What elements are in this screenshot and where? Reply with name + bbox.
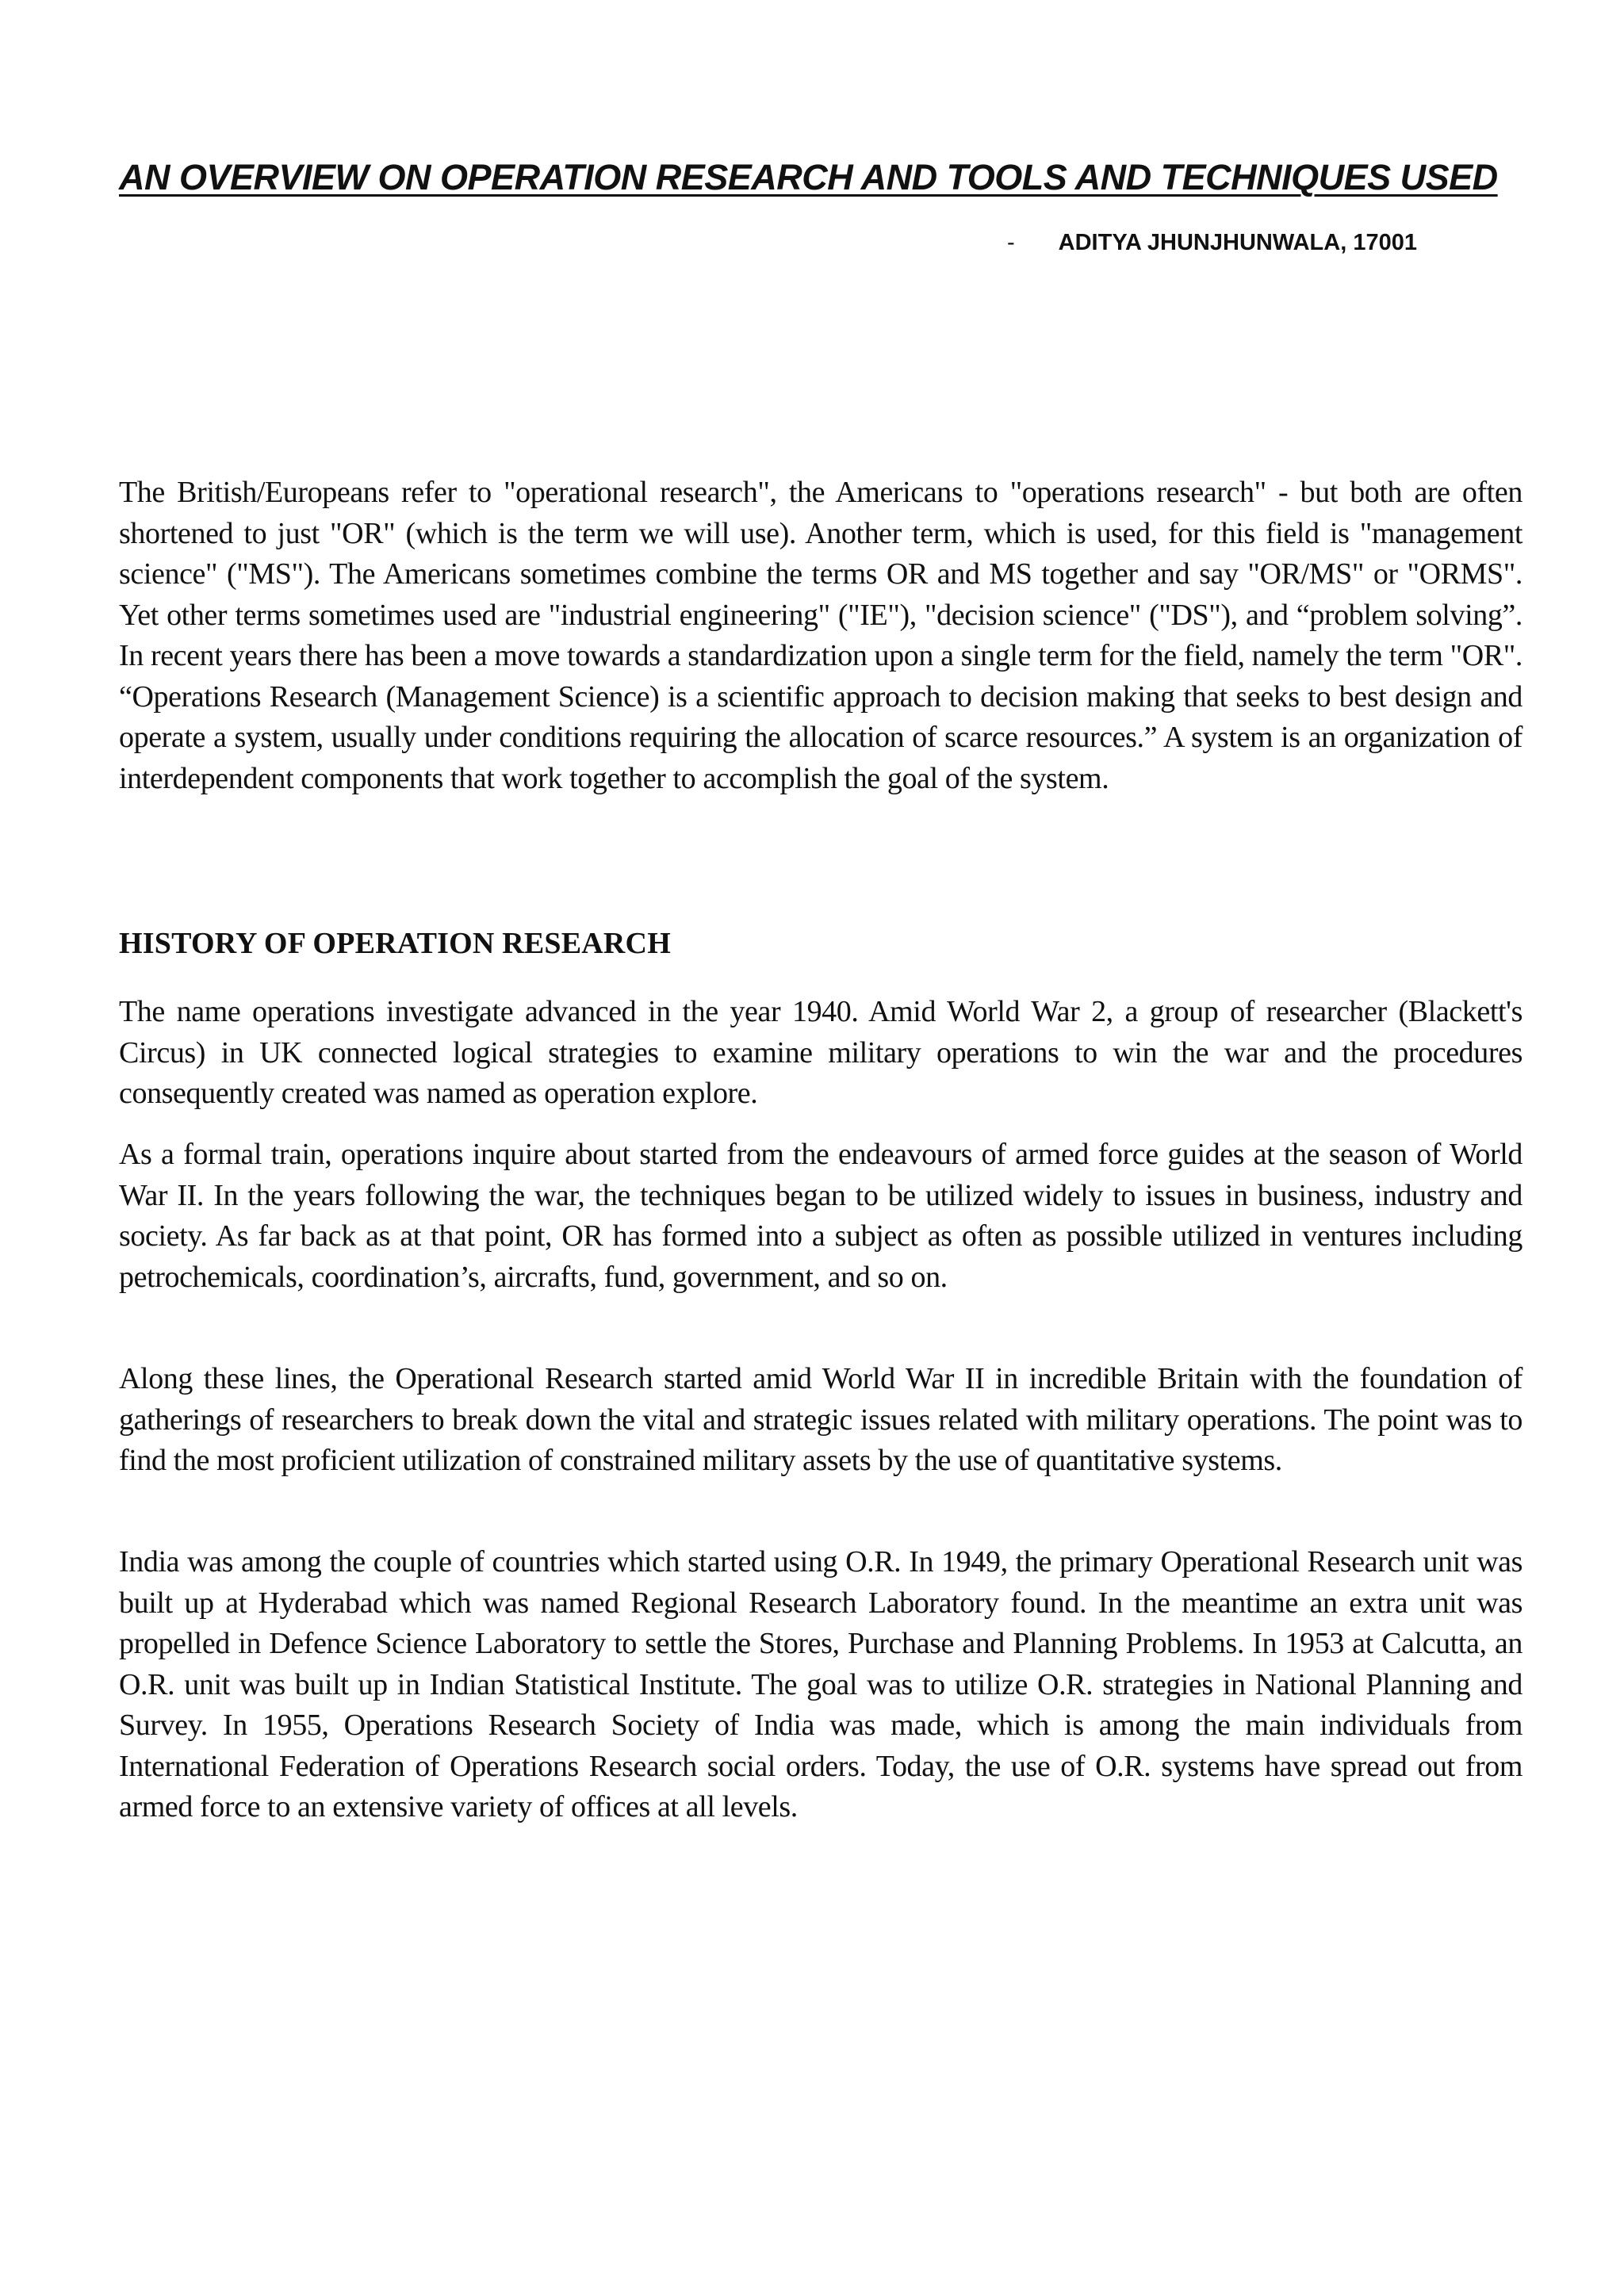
author-name: ADITYA JHUNJHUNWALA, 17001 bbox=[1058, 230, 1417, 255]
author-line bbox=[1007, 230, 1417, 256]
history-paragraph: Along these lines, the Operational Research started amid World War II in incredible Britain with the foundation of gatherings of researchers to break down the vital and strategic issues related with military operations. The point was to find the most proficient utilization of constrained military assets by the use of quantitative systems. bbox=[119, 1362, 1522, 1477]
history-paragraph: India was among the couple of countries which started using O.R. In 1949, the primary Operational Research unit was built up at Hyderabad which was named Regional Research Laboratory found. In the meantime an extra unit was propelled in Defence Science Laboratory to settle the Stores, Purchase and Planning Problems. In 1953 at Calcutta, an O.R. unit was built up in Indian Statistical Institute. The goal was to utilize O.R. strategies in National Planning and Survey. In 1955, Operations Research Society of India was made, which is among the main individuals from International Federation of Operations Research social orders. Today, the use of O.R. systems have spread out from armed force to an extensive variety of offices at all levels. bbox=[119, 1545, 1522, 1823]
document-title: AN OVERVIEW ON OPERATION RESEARCH AND TOOLS AND TECHNIQUES USED bbox=[119, 157, 1498, 197]
section-heading: HISTORY OF OPERATION RESEARCH bbox=[119, 927, 671, 960]
intro-paragraph: The British/Europeans refer to "operational research", the Americans to "operations research" - but both are often shortened to just "OR" (which is the term we will use). Another term, which is used, for this field is "management science" ("MS"). The Americans sometimes combine the terms OR and MS together and say "OR/MS" or "ORMS". Yet other terms sometimes used are "industrial engineering" ("IE"), "decision science" ("DS"), and “problem solving”. In recent years there has been a move towards a standardization upon a single term for the field, namely the term "OR". “Operations Research (Management Science) is a scientific approach to decision making that seeks to best design and operate a system, usually under conditions requiring the allocation of scarce resources.” A system is an organization of interdependent components that work together to accomplish the goal of the system. bbox=[119, 476, 1522, 795]
author-dash: - bbox=[1007, 230, 1015, 255]
history-paragraph: As a formal train, operations inquire about started from the endeavours of armed force guides at the season of World War II. In the years following the war, the techniques began to be utilized widely to issues in business, industry and society. As far back as at that point, OR has formed into a subject as often as possible utilized in ventures including petrochemicals, coordination’s, aircrafts, fund, government, and so on. bbox=[119, 1138, 1522, 1294]
history-paragraph: The name operations investigate advanced in the year 1940. Amid World War 2, a group of researcher (Blackett's Circus) in UK connected logical strategies to examine military operations to win the war and the procedures consequently created was named as operation explore. bbox=[119, 995, 1522, 1110]
